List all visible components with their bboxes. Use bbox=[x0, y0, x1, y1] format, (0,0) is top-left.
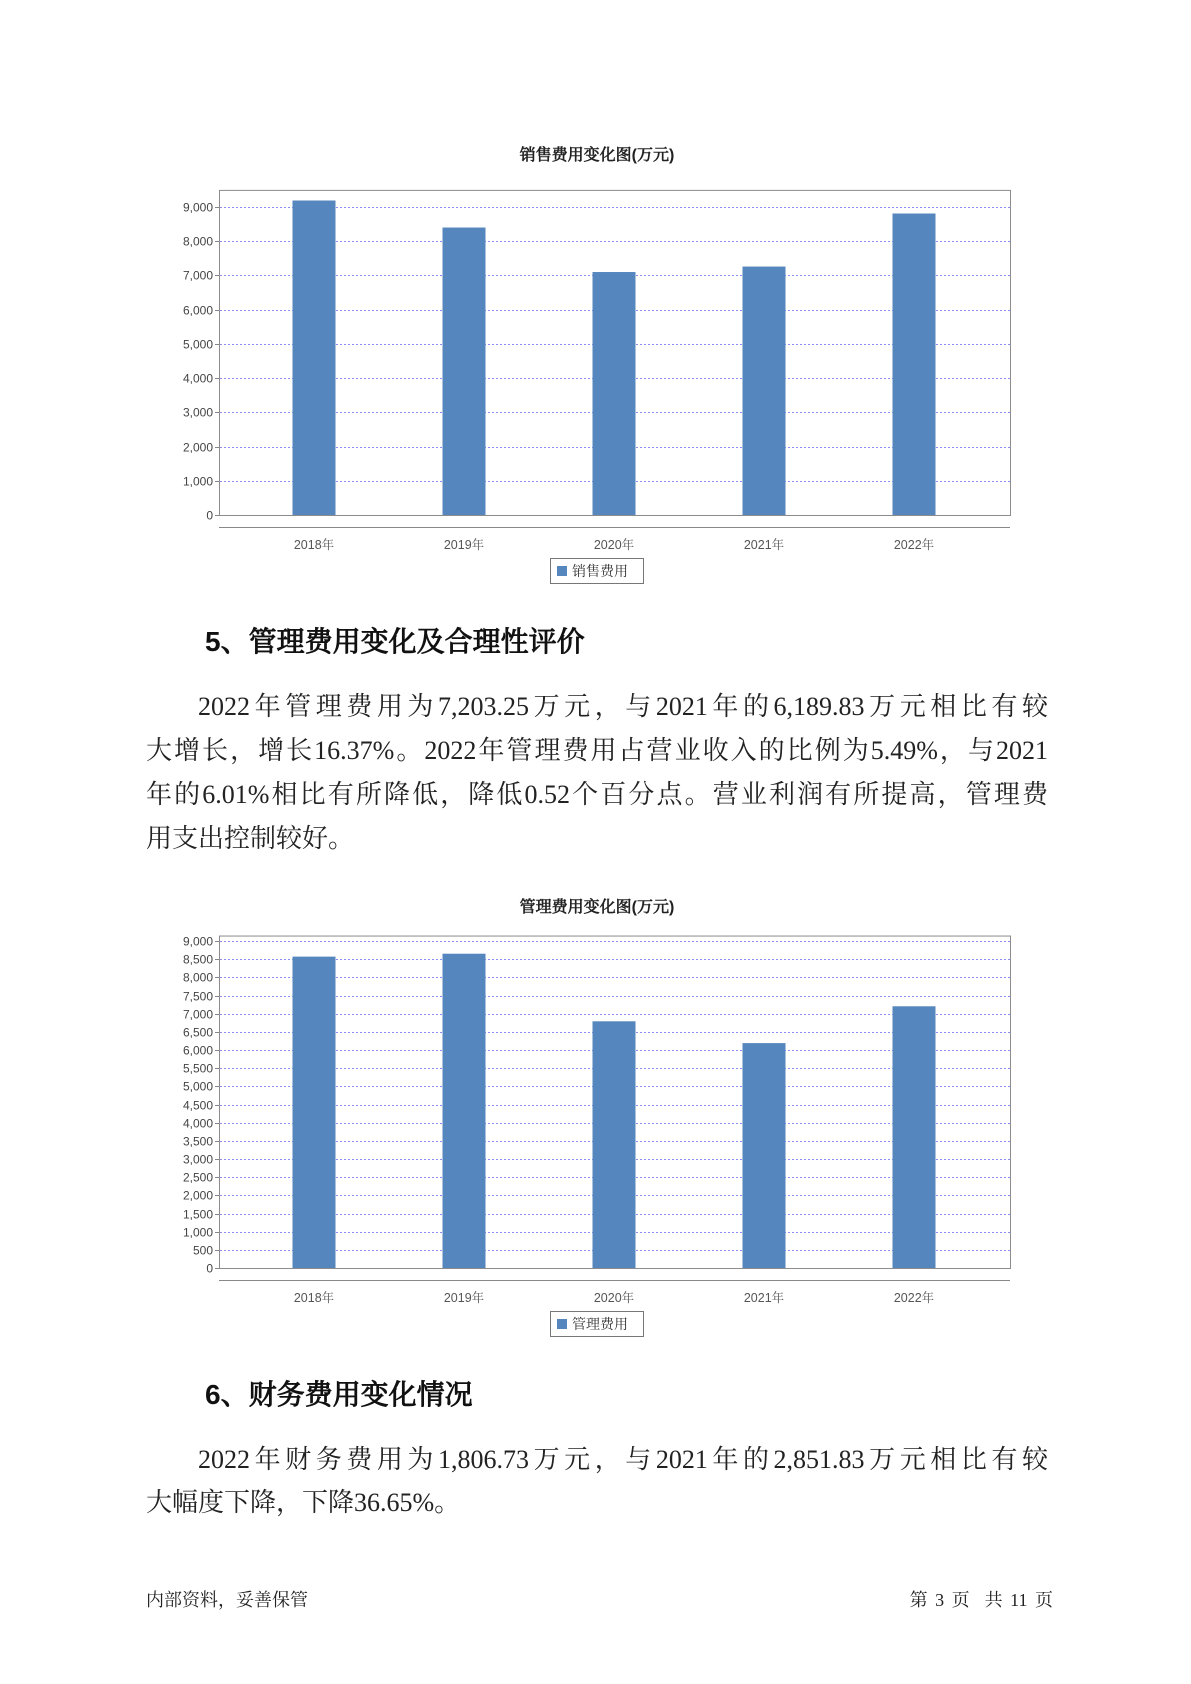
y-tick-label: 2,000 bbox=[182, 1188, 213, 1203]
x-category-label: 2020年 bbox=[593, 1291, 635, 1305]
x-category-label: 2022年 bbox=[893, 1291, 935, 1305]
chart-legend bbox=[551, 559, 644, 584]
section-5-heading: 5、管理费用变化及合理性评价 bbox=[205, 626, 585, 657]
admin-expense-chart bbox=[0, 880, 1191, 1350]
y-tick-label: 9,000 bbox=[182, 934, 213, 949]
y-tick-label: 7,000 bbox=[182, 268, 213, 283]
y-tick-label: 5,000 bbox=[182, 337, 213, 352]
y-tick-label: 4,000 bbox=[182, 371, 213, 386]
legend-swatch bbox=[557, 566, 567, 576]
y-tick-label: 6,500 bbox=[182, 1025, 213, 1040]
x-category-label: 2019年 bbox=[443, 538, 485, 552]
y-tick-label: 6,000 bbox=[182, 1043, 213, 1058]
y-tick-label: 7,500 bbox=[182, 989, 213, 1004]
bar-2022 bbox=[893, 214, 936, 515]
bar-2021 bbox=[743, 267, 786, 515]
y-tick-label: 3,500 bbox=[182, 1134, 213, 1149]
section-6-heading: 6、财务费用变化情况 bbox=[205, 1379, 473, 1410]
legend-swatch bbox=[557, 1319, 567, 1329]
y-tick-label: 1,000 bbox=[182, 1225, 213, 1240]
section-5-paragraph-line-2: 大增长，增长16.37%。2022年管理费用占营业收入的比例为5.49%，与2021 bbox=[146, 736, 1048, 765]
y-tick-label: 8,000 bbox=[182, 970, 213, 985]
y-tick-label: 5,500 bbox=[182, 1061, 213, 1076]
y-tick-label: 4,500 bbox=[182, 1098, 213, 1113]
bar-2019 bbox=[443, 228, 486, 515]
y-tick-label: 4,000 bbox=[182, 1116, 213, 1131]
footer-page-number: 第 3 页 共 11 页 bbox=[909, 1590, 1053, 1610]
footer-confidential-note: 内部资料，妥善保管 bbox=[146, 1590, 308, 1610]
y-tick-label: 3,000 bbox=[182, 1152, 213, 1167]
chart-title: 销售费用变化图(万元) bbox=[519, 147, 675, 164]
y-tick-label: 2,500 bbox=[182, 1170, 213, 1185]
x-category-label: 2018年 bbox=[293, 538, 335, 552]
y-tick-label: 1,000 bbox=[182, 474, 213, 489]
y-tick-label: 8,000 bbox=[182, 234, 213, 249]
bar-2019 bbox=[443, 954, 486, 1268]
bar-2018 bbox=[293, 200, 336, 515]
y-tick-label: 8,500 bbox=[182, 952, 213, 967]
x-category-label: 2021年 bbox=[743, 538, 785, 552]
legend-label: 管理费用 bbox=[572, 1316, 628, 1332]
y-tick-label: 0 bbox=[206, 1261, 213, 1276]
y-tick-label: 1,500 bbox=[182, 1207, 213, 1222]
section-5-paragraph-line-1: 2022年管理费用为7,203.25万元，与2021年的6,189.83万元相比有较 bbox=[198, 692, 1048, 721]
x-category-label: 2022年 bbox=[893, 538, 935, 552]
y-tick-label: 9,000 bbox=[182, 200, 213, 215]
chart-title: 管理费用变化图(万元) bbox=[519, 899, 675, 916]
section-6-paragraph-line-2: 大幅度下降，下降36.65%。 bbox=[146, 1488, 461, 1517]
y-tick-label: 5,000 bbox=[182, 1079, 213, 1094]
y-tick-label: 3,000 bbox=[182, 405, 213, 420]
section-5-paragraph-line-4: 用支出控制较好。 bbox=[146, 824, 355, 853]
section-5-paragraph-line-3: 年的6.01%相比有所降低，降低0.52个百分点。营业利润有所提高，管理费 bbox=[146, 780, 1048, 809]
x-category-label: 2018年 bbox=[293, 1291, 335, 1305]
sales-expense-chart bbox=[0, 130, 1191, 600]
y-tick-label: 0 bbox=[206, 508, 213, 523]
bar-2022 bbox=[893, 1006, 936, 1268]
bar-2021 bbox=[743, 1043, 786, 1268]
chart-legend bbox=[551, 1312, 644, 1337]
legend-label: 销售费用 bbox=[572, 563, 628, 579]
y-tick-label: 7,000 bbox=[182, 1007, 213, 1022]
y-tick-label: 2,000 bbox=[182, 440, 213, 455]
x-category-label: 2019年 bbox=[443, 1291, 485, 1305]
y-tick-label: 500 bbox=[192, 1243, 213, 1258]
bar-2020 bbox=[593, 272, 636, 515]
section-6-paragraph-line-1: 2022年财务费用为1,806.73万元，与2021年的2,851.83万元相比有较 bbox=[198, 1445, 1048, 1474]
x-category-label: 2021年 bbox=[743, 1291, 785, 1305]
x-category-label: 2020年 bbox=[593, 538, 635, 552]
bar-2018 bbox=[293, 957, 336, 1268]
bar-2020 bbox=[593, 1021, 636, 1268]
y-tick-label: 6,000 bbox=[182, 303, 213, 318]
